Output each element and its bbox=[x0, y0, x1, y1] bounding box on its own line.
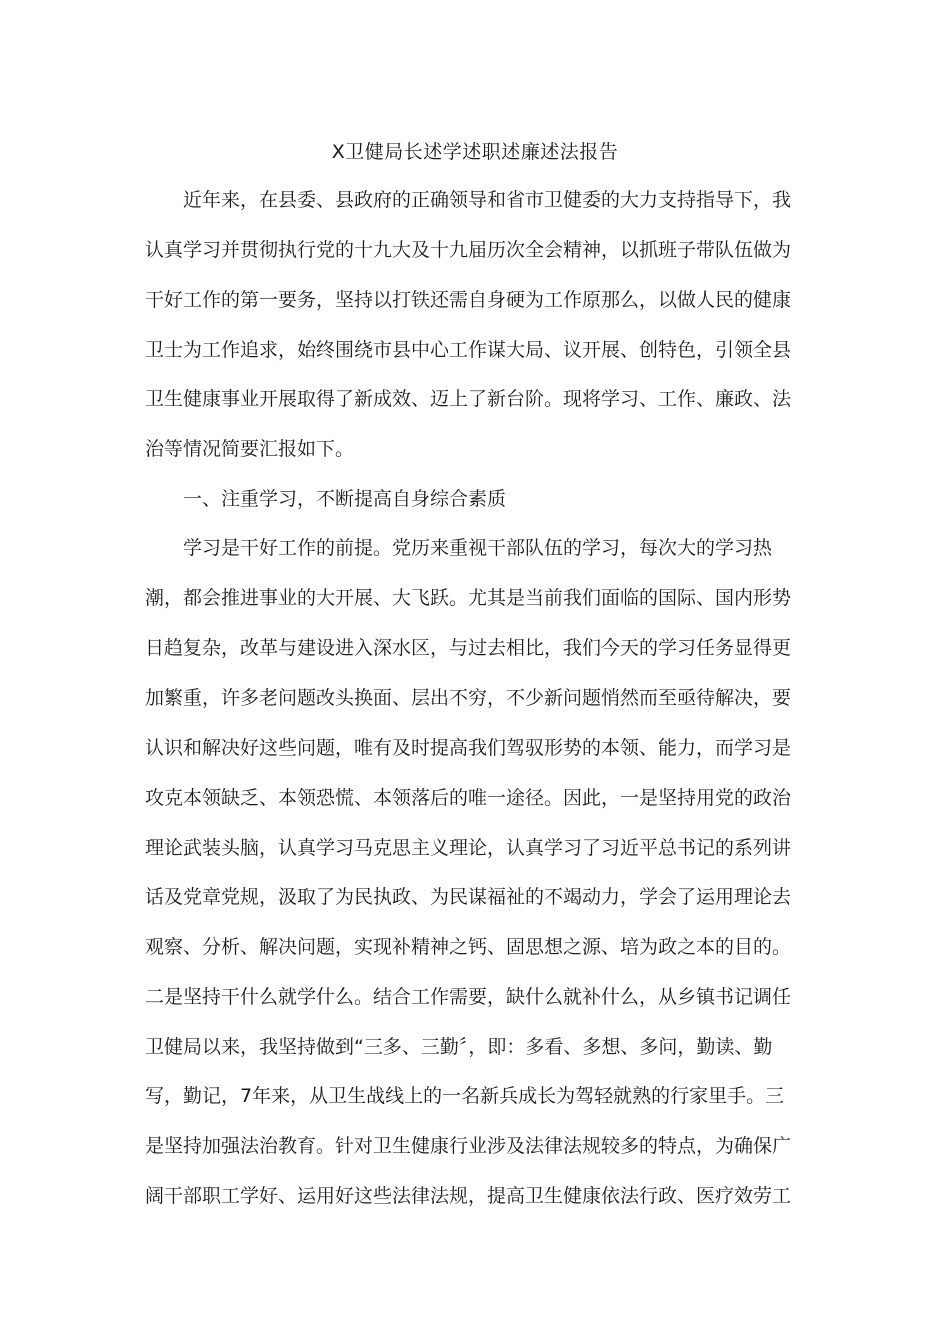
paragraph-line: 近年来，在县委、县政府的正确领导和省市卫健委的大力支持指导下，我 bbox=[183, 189, 792, 211]
paragraph-line: 阔干部职工学好、运用好这些法律法规，提高卫生健康依法行政、医疗效劳工 bbox=[145, 1185, 792, 1207]
paragraph-line: 卫健局以来，我坚持做到“三多、三勤〞，即：多看、多想、多问，勤读、勤 bbox=[145, 1036, 773, 1058]
paragraph-line: 二是坚持干什么就学什么。结合工作需要，缺什么就补什么，从乡镇书记调任 bbox=[145, 986, 792, 1008]
paragraph-line: 干好工作的第一要务，坚持以打铁还需自身硬为工作原那么，以做人民的健康 bbox=[145, 289, 792, 311]
paragraph-line: 日趋复杂，改革与建设进入深水区，与过去相比，我们今天的学习任务显得更 bbox=[145, 637, 792, 659]
paragraph-line: 学习是干好工作的前提。党历来重视干部队伍的学习，每次大的学习热 bbox=[183, 537, 773, 559]
paragraph-line: 攻克本领缺乏、本领恐慌、本领落后的唯一途径。因此，一是坚持用党的政治 bbox=[145, 787, 792, 809]
paragraph-line: 是坚持加强法治教育。针对卫生健康行业涉及法律法规较多的特点，为确保广 bbox=[145, 1135, 792, 1157]
paragraph-line: 话及党章党规，汲取了为民执政、为民谋福祉的不竭动力，学会了运用理论去 bbox=[145, 886, 792, 908]
paragraph-line: 写，勤记，7年来，从卫生战线上的一名新兵成长为驾轻就熟的行家里手。三 bbox=[145, 1085, 785, 1107]
paragraph-line: 潮，都会推进事业的大开展、大飞跃。尤其是当前我们面临的国际、国内形势 bbox=[145, 587, 792, 609]
paragraph-line: 认真学习并贯彻执行党的十九大及十九届历次全会精神，以抓班子带队伍做为 bbox=[145, 239, 792, 261]
paragraph-line: 卫士为工作追求，始终围绕市县中心工作谋大局、议开展、创特色，引领全县 bbox=[145, 339, 792, 361]
document-title: X卫健局长述学述职述廉述法报告 bbox=[331, 141, 619, 163]
paragraph-line: 观察、分析、解决问题，实现补精神之钙、固思想之源、培为政之本的目的。 bbox=[145, 936, 792, 958]
paragraph-line: 治等情况简要汇报如下。 bbox=[145, 438, 355, 460]
paragraph-line: 加繁重，许多老问题改头换面、层出不穷，不少新问题悄然而至亟待解决，要 bbox=[145, 687, 792, 709]
paragraph-line: 卫生健康事业开展取得了新成效、迈上了新台阶。现将学习、工作、廉政、法 bbox=[145, 388, 792, 410]
section-heading: 一、注重学习，不断提高自身综合素质 bbox=[183, 488, 507, 510]
paragraph-line: 理论武装头脑，认真学习马克思主义理论，认真学习了习近平总书记的系列讲 bbox=[145, 837, 792, 859]
paragraph-line: 认识和解决好这些问题，唯有及时提高我们驾驭形势的本领、能力，而学习是 bbox=[145, 737, 792, 759]
